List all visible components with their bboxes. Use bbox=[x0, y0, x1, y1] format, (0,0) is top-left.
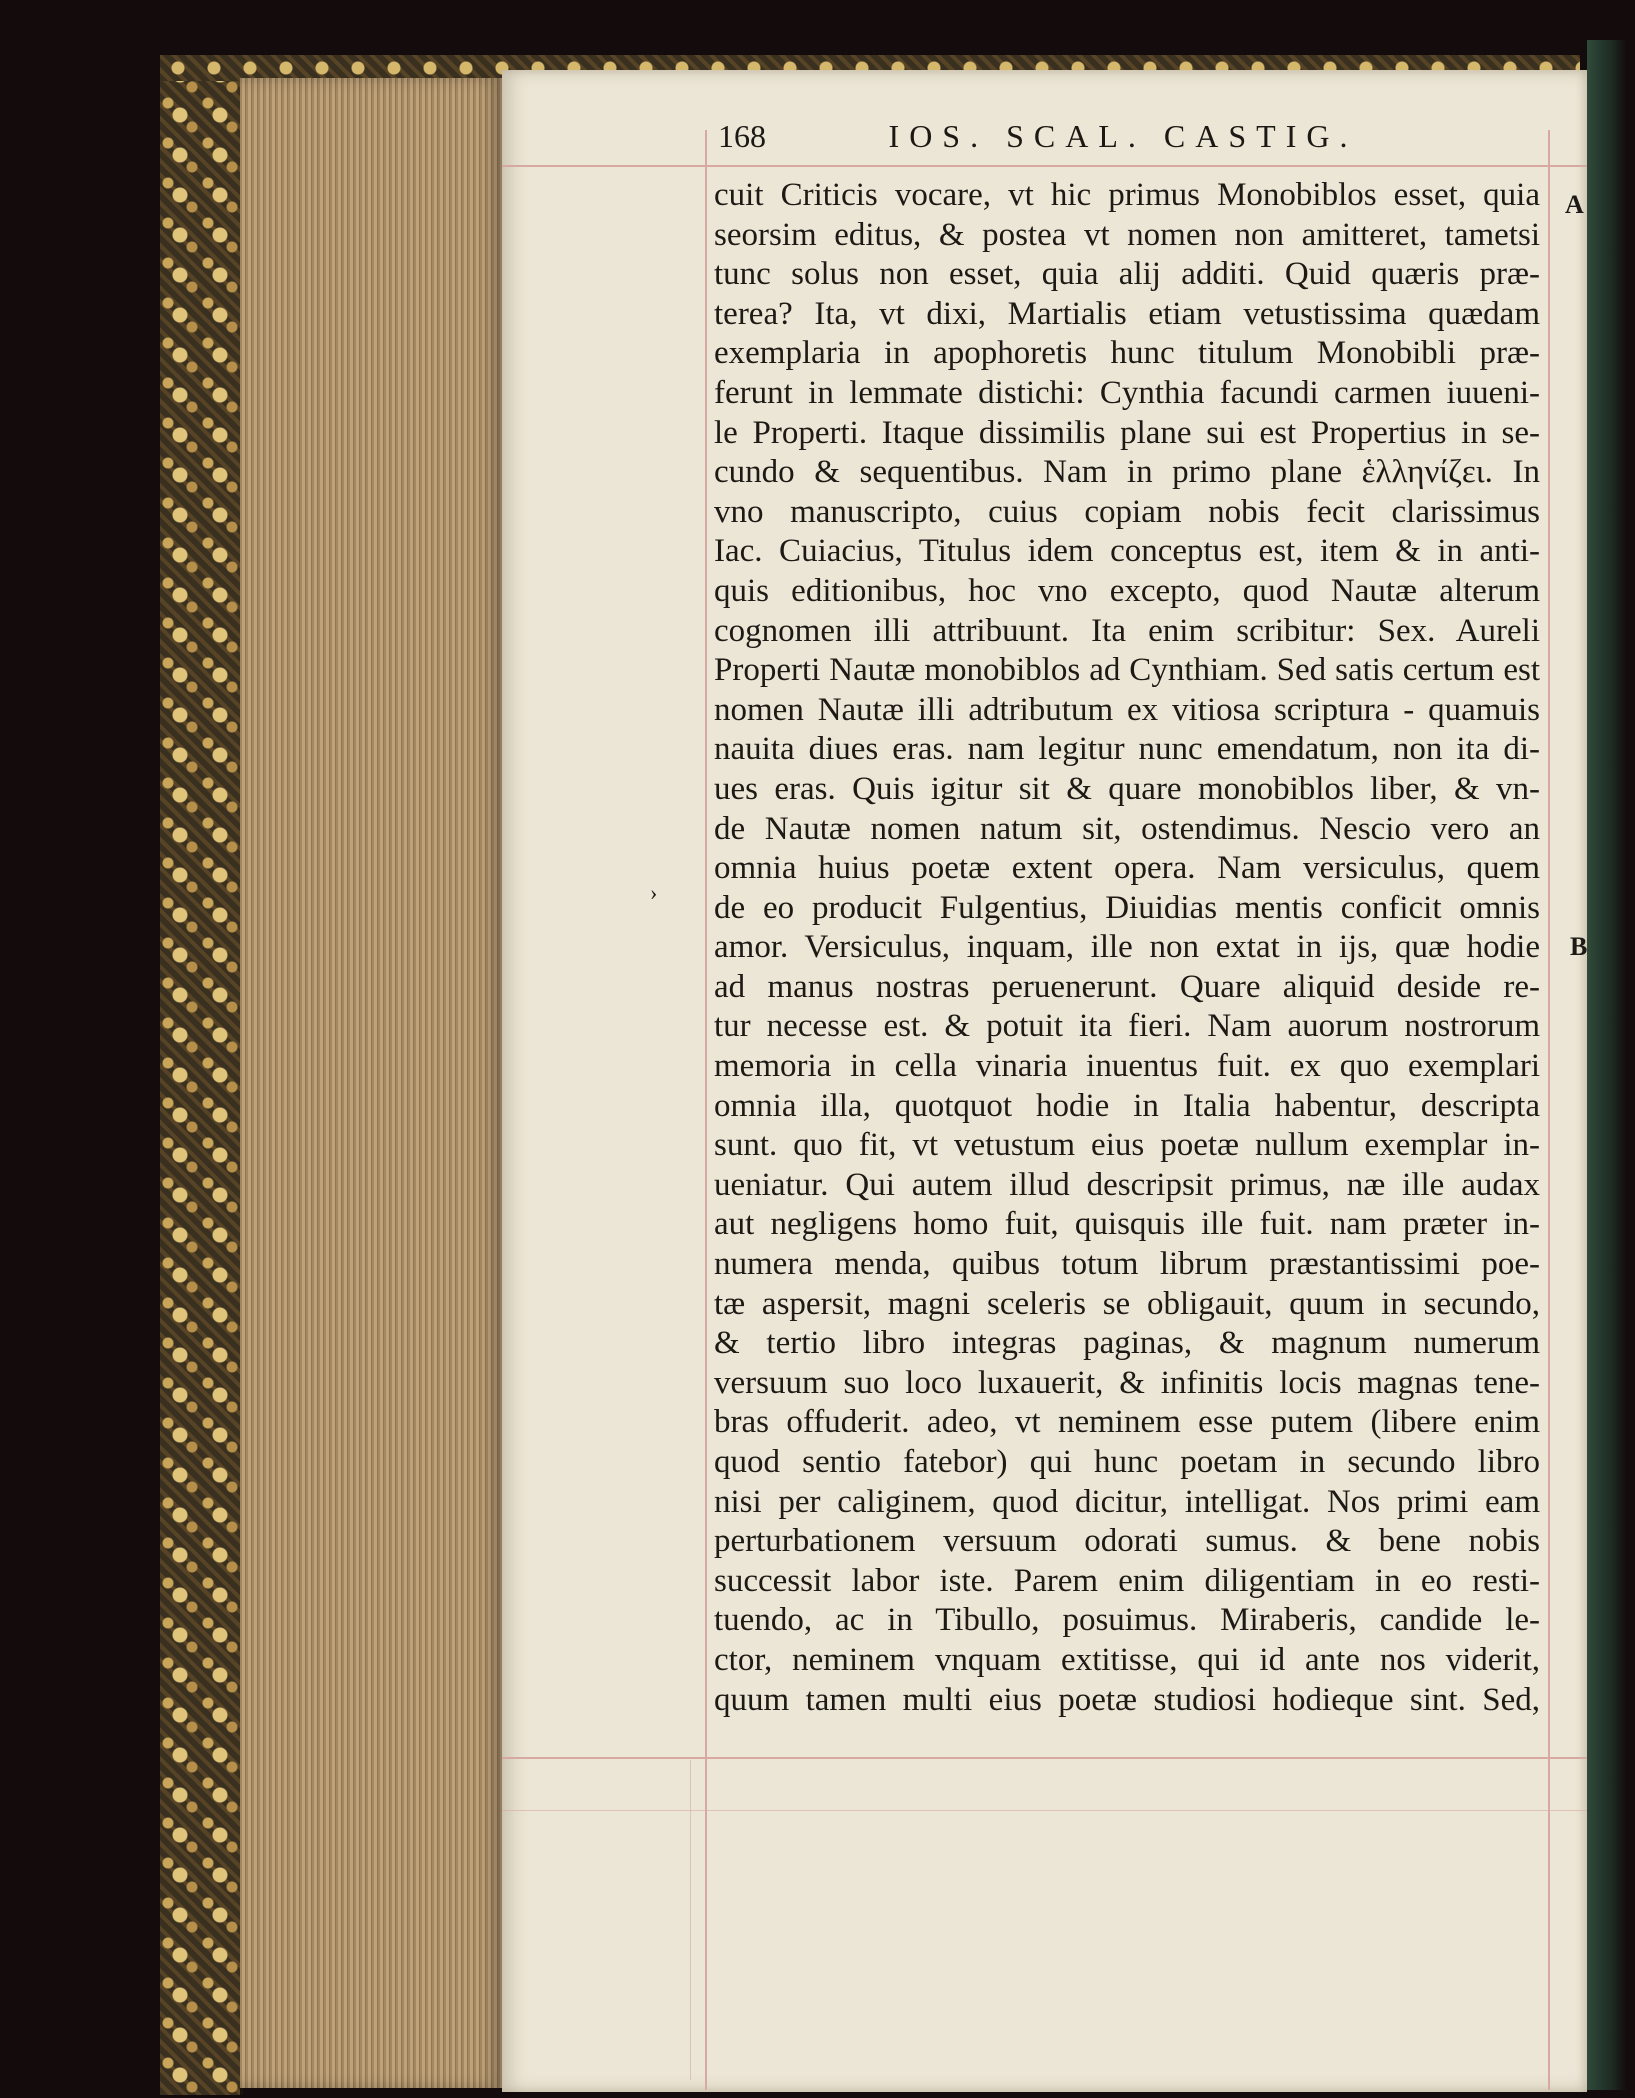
ruled-line-foot bbox=[502, 1810, 1587, 1811]
text-line: quum tamen multi eius poetæ studiosi hodieque sint. Sed, bbox=[714, 1681, 1540, 1718]
text-line: ctor, neminem vnquam extitisse, qui id ante nos viderit, bbox=[714, 1641, 1540, 1678]
ruled-line-right bbox=[1548, 130, 1550, 2090]
text-line: nisi per caliginem, quod dicitur, intelligat. Nos primi eam bbox=[714, 1483, 1540, 1520]
text-line: tæ aspersit, magni sceleris se obligauit, quum in secundo, bbox=[714, 1285, 1540, 1322]
text-line: amor. Versiculus, inquam, ille non extat in ijs, quæ hodie bbox=[714, 929, 1540, 966]
text-line: ues eras. Quis igitur sit & quare monobiblos liber, & vn- bbox=[714, 770, 1540, 807]
text-line: terea? Ita, vt dixi, Martialis etiam vetustissima quædam bbox=[714, 295, 1540, 332]
text-line: de Nautæ nomen natum sit, ostendimus. Nescio vero an bbox=[714, 810, 1540, 847]
text-line: cundo & sequentibus. Nam in primo plane ἑλληνίζει. In bbox=[714, 454, 1540, 491]
text-line: versuum suo loco luxauerit, & infinitis locis magnas tene- bbox=[714, 1364, 1540, 1401]
text-line: quis editionibus, hoc vno excepto, quod Nautæ alterum bbox=[714, 572, 1540, 609]
page-number: 168 bbox=[718, 118, 766, 154]
text-line: nomen Nautæ illi adtributum ex vitiosa scriptura - quamuis bbox=[714, 691, 1540, 728]
text-line: memoria in cella vinaria inuentus fuit. ex quo exemplari bbox=[714, 1048, 1540, 1085]
text-line: de eo producit Fulgentius, Diuidias mentis conficit omnis bbox=[714, 889, 1540, 926]
text-line: seorsim editus, & postea vt nomen non amitteret, tametsi bbox=[714, 216, 1540, 253]
text-line: omnia huius poetæ extent opera. Nam versiculus, quem bbox=[714, 850, 1540, 887]
text-line: bras offuderit. adeo, vt neminem esse putem (libere enim bbox=[714, 1404, 1540, 1441]
text-line: & tertio libro integras paginas, & magnum numerum bbox=[714, 1325, 1540, 1362]
text-line: tunc solus non esset, quia alij additi. Quid quæris præ- bbox=[714, 256, 1540, 293]
text-line: nauita diues eras. nam legitur nunc emendatum, non ita di- bbox=[714, 731, 1540, 768]
text-line: tur necesse est. & potuit ita fieri. Nam auorum nostrorum bbox=[714, 1008, 1540, 1045]
running-title: IOS. SCAL. CASTIG. bbox=[888, 118, 1358, 154]
text-line: tuendo, ac in Tibullo, posuimus. Miraberis, candide le- bbox=[714, 1602, 1540, 1639]
text-line: Properti Nautæ monobiblos ad Cynthiam. Sed satis certum est bbox=[714, 652, 1540, 689]
text-line: ueniatur. Qui autem illud descripsit primus, næ ille audax bbox=[714, 1166, 1540, 1203]
text-line: numera menda, quibus totum librum præstantissimi poe- bbox=[714, 1246, 1540, 1283]
text-line: aut negligens homo fuit, quisquis ille fuit. nam præter in- bbox=[714, 1206, 1540, 1243]
text-line: le Properti. Itaque dissimilis plane sui est Propertius in se- bbox=[714, 414, 1540, 451]
page-edges bbox=[240, 78, 502, 2088]
pencil-tick-mark: › bbox=[650, 880, 658, 905]
text-line: cognomen illi attribuunt. Ita enim scribitur: Sex. Aureli bbox=[714, 612, 1540, 649]
margin-letter-b: B bbox=[1570, 932, 1588, 961]
gilt-spine-edge bbox=[160, 55, 243, 2095]
text-line: cuit Criticis vocare, vt hic primus Monobiblos esset, quia bbox=[714, 177, 1540, 213]
text-line: quod sentio fatebor) qui hunc poetam in secundo libro bbox=[714, 1444, 1540, 1480]
text-line: ferunt in lemmate distichi: Cynthia facundi carmen iuueni- bbox=[714, 374, 1540, 411]
ruled-line-gutter bbox=[690, 1760, 691, 2080]
binding-right-edge bbox=[1587, 40, 1627, 2090]
text-line: ad manus nostras peruenerunt. Quare aliquid deside re- bbox=[714, 968, 1540, 1005]
body-text bbox=[714, 176, 1540, 1720]
text-line: perturbationem versuum odorati sumus. & bene nobis bbox=[714, 1523, 1540, 1560]
text-line: exemplaria in apophoretis hunc titulum Monobibli præ- bbox=[714, 335, 1540, 372]
ruled-line-top bbox=[502, 165, 1587, 167]
text-line: omnia illa, quotquot hodie in Italia habentur, descripta bbox=[714, 1087, 1540, 1124]
text-line: successit labor iste. Parem enim diligentiam in eo resti- bbox=[714, 1562, 1540, 1599]
text-line: vno manuscripto, cuius copiam nobis fecit clarissimus bbox=[714, 493, 1540, 530]
margin-letter-a: A bbox=[1565, 190, 1584, 219]
text-line: Iac. Cuiacius, Titulus idem conceptus est, item & in anti- bbox=[714, 533, 1540, 570]
running-head bbox=[718, 118, 1538, 164]
ruled-line-left bbox=[705, 130, 707, 2090]
text-line: sunt. quo fit, vt vetustum eius poetæ nullum exemplar in- bbox=[714, 1127, 1540, 1164]
ruled-line-bottom bbox=[502, 1757, 1587, 1759]
